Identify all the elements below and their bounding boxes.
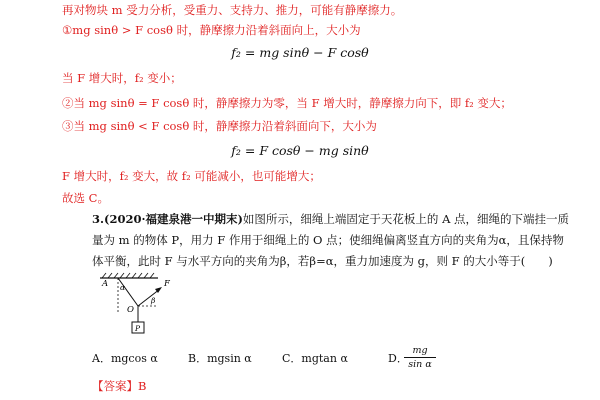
option-d-denominator: sin α (408, 359, 432, 370)
question-line-1 (92, 211, 569, 227)
option-d: D． (388, 352, 408, 365)
fraction-bar (404, 357, 436, 358)
case-1-condition: ①mg sinθ > F cosθ 时，静摩擦力沿着斜面向上，大小为 (62, 23, 361, 37)
case-3-condition: ③当 mg sinθ < F cosθ 时，静摩擦力沿着斜面向下，大小为 (62, 119, 377, 133)
force-F-arrow (138, 289, 160, 306)
question-number: 3. (92, 212, 105, 226)
label-F: F (164, 279, 170, 289)
label-P: P (135, 324, 141, 333)
label-O: O (127, 305, 134, 315)
ceiling-hatch (102, 273, 154, 278)
option-a: A．mgcos α (92, 352, 158, 365)
question-line-3: 体平衡，此时 F 与水平方向的夹角为β，若β=α，重力加速度为 g，则 F 的大小等于( ) (92, 254, 553, 268)
force-diagram (88, 272, 208, 344)
case-2-condition: ②当 mg sinθ = F cosθ 时，静摩擦力为零，当 F 增大时，静摩擦力向下，即 f₂ 变大； (62, 96, 512, 110)
question-source: (2020·福建泉港一中期末) (104, 212, 243, 226)
label-beta: β (151, 296, 156, 305)
question-text-1: 如图所示，细绳上端固定于天花板上的 A 点，细绳的下端挂一质 (242, 212, 570, 226)
label-A: A (102, 279, 109, 289)
label-alpha: α (120, 283, 126, 292)
conclusion: 故选 C。 (62, 191, 109, 205)
formula-1: f₂ = mg sinθ − F cosθ (231, 45, 369, 60)
analysis-intro: 再对物块 m 受力分析，受重力、支持力、推力，可能有静摩擦力。 (62, 3, 403, 17)
answer-label: 【答案】B (92, 379, 147, 393)
case-1-result: 当 F 增大时，f₂ 变小； (62, 71, 182, 85)
option-b: B．mgsin α (188, 352, 252, 365)
option-c: C．mgtan α (282, 352, 348, 365)
option-d-fraction (404, 345, 436, 370)
question-line-2: 量为 m 的物体 P，用力 F 作用于细绳上的 O 点；使细绳偏离竖直方向的夹角为α，且保持物 (92, 233, 564, 247)
option-d-numerator: mg (412, 345, 428, 356)
case-3-result: F 增大时，f₂ 变大，故 f₂ 可能减小，也可能增大； (62, 169, 321, 183)
formula-2: f₂ = F cosθ − mg sinθ (231, 143, 369, 158)
